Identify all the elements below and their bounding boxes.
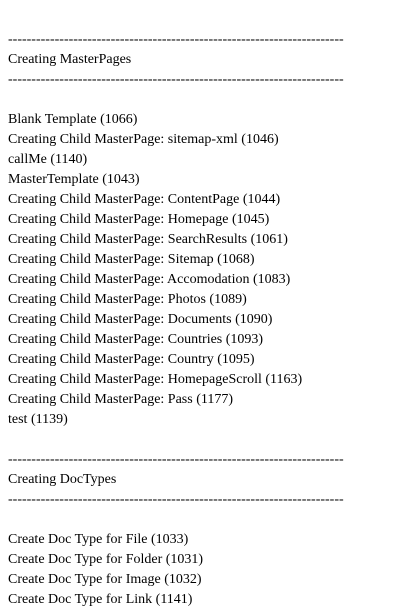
log-output <box>8 0 408 610</box>
log-line: Creating Child MasterPage: Countries (1093) <box>8 332 264 347</box>
log-line: Create Doc Type for Folder (1031) <box>8 552 204 567</box>
log-line: MasterTemplate (1043) <box>8 172 140 187</box>
log-line: Create Doc Type for File (1033) <box>8 532 189 547</box>
log-line: Creating Child MasterPage: Homepage (1045) <box>8 212 270 227</box>
log-line: Create Doc Type for Image (1032) <box>8 572 202 587</box>
log-line: Creating Child MasterPage: HomepageScroll (1163) <box>8 372 303 387</box>
log-line: Creating Child MasterPage: Pass (1177) <box>8 392 234 407</box>
top-spacer <box>8 0 408 30</box>
log-line: Creating Child MasterPage: Country (1095) <box>8 352 255 367</box>
log-line: Blank Template (1066) <box>8 112 138 127</box>
separator-line: ------------------------------------------------------------------------ <box>8 32 344 47</box>
log-line: Creating Child MasterPage: Documents (1090) <box>8 312 273 327</box>
section-title: Creating MasterPages <box>8 52 132 67</box>
log-line: Creating Child MasterPage: Sitemap (1068) <box>8 252 255 267</box>
log-line: Creating Child MasterPage: sitemap-xml (1046) <box>8 132 279 147</box>
section-title: Creating DocTypes <box>8 472 117 487</box>
separator-line: ------------------------------------------------------------------------ <box>8 492 344 507</box>
log-line: callMe (1140) <box>8 152 88 167</box>
blank-line <box>8 510 408 530</box>
log-line: Creating Child MasterPage: Accomodation (1083) <box>8 272 291 287</box>
separator-line: ------------------------------------------------------------------------ <box>8 72 344 87</box>
log-line: Creating Child MasterPage: SearchResults (1061) <box>8 232 288 247</box>
log-line: Creating Child MasterPage: Photos (1089) <box>8 292 247 307</box>
separator-line: ------------------------------------------------------------------------ <box>8 452 344 467</box>
blank-line <box>8 90 408 110</box>
blank-line <box>8 430 408 450</box>
log-line: Creating Child MasterPage: ContentPage (1044) <box>8 192 281 207</box>
log-line: Create Doc Type for Link (1141) <box>8 592 193 607</box>
log-line: test (1139) <box>8 412 68 427</box>
